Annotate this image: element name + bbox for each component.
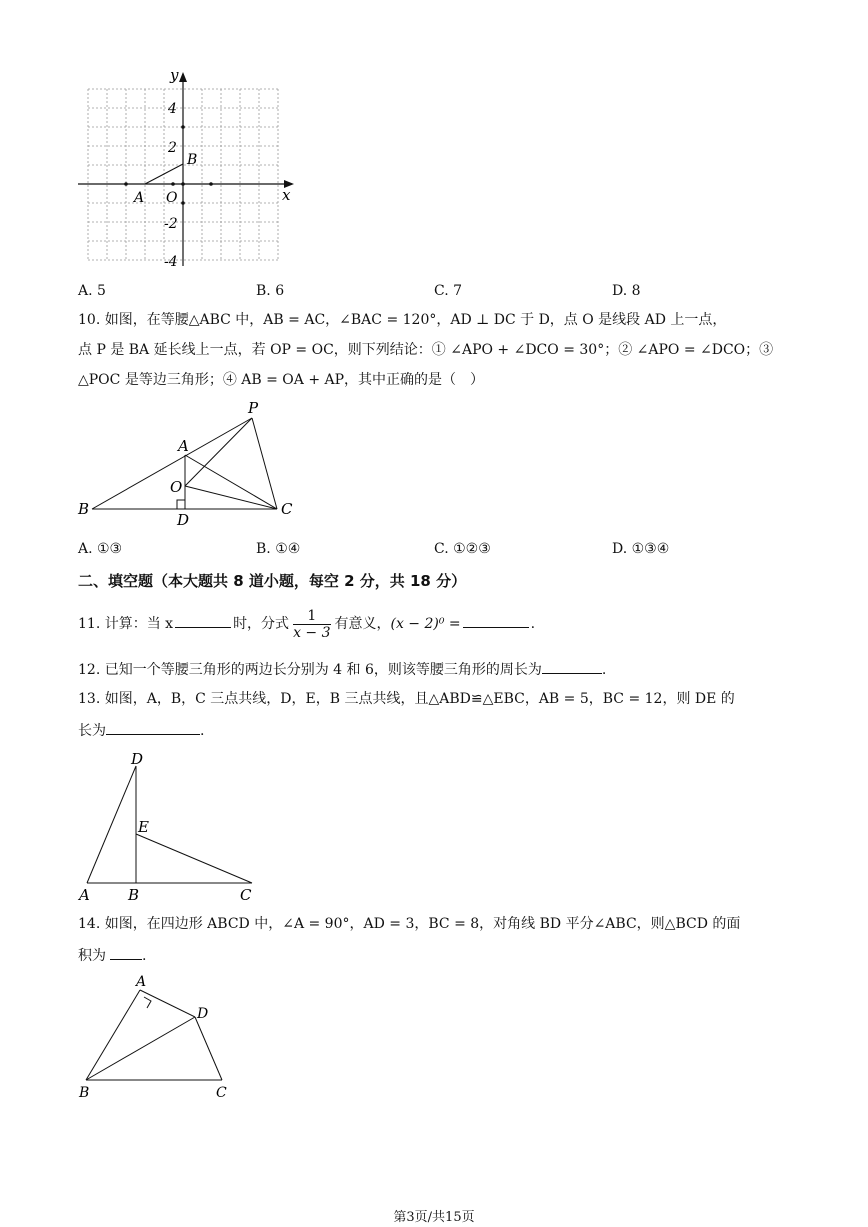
q13-end: . — [200, 723, 205, 739]
q14-line-2-text: 积为 — [78, 948, 106, 964]
q12-blank — [542, 659, 602, 674]
q14-quadrilateral-figure — [72, 970, 242, 1102]
q13-label-c: C — [240, 886, 252, 904]
section-2-heading: 二、填空题（本大题共 8 道小题，每空 2 分，共 18 分） — [78, 572, 467, 590]
q12-text: 12. 已知一个等腰三角形的两边长分别为 4 和 6，则该等腰三角形的周长为 — [78, 662, 542, 678]
q11-mid: 时，分式 — [233, 616, 290, 632]
q10-option-c: C. ①②③ — [434, 541, 491, 557]
q13-label-e: E — [138, 818, 149, 836]
q13-triangle-figure — [72, 746, 272, 904]
q14-blank — [110, 945, 142, 960]
q14-label-b: B — [79, 1085, 90, 1101]
q11-blank-2 — [463, 613, 529, 628]
q10-label-p: P — [248, 399, 259, 417]
q11-end: . — [530, 616, 536, 632]
q9-option-d: D. 8 — [612, 283, 641, 299]
q11-prefix: 11. 计算：当 x — [78, 616, 174, 632]
q10-label-b: B — [78, 500, 90, 518]
q10-label-a: A — [178, 437, 189, 455]
x-axis-label: x — [282, 186, 291, 204]
q13-label-a: A — [79, 886, 90, 904]
tick-2: 2 — [168, 140, 177, 156]
q10-line-1: 10. 如图，在等腰△ABC 中，AB = AC，∠BAC = 120°，AD ⊥ DC 于 D，点 O 是线段 AD 上一点， — [78, 312, 727, 328]
q13-label-b: B — [128, 886, 140, 904]
q10-label-c: C — [281, 500, 293, 518]
coordinate-grid-figure — [70, 66, 310, 272]
q10-triangle-figure — [72, 398, 302, 530]
q14-label-a: A — [136, 974, 147, 990]
point-a-label: A — [134, 190, 145, 206]
q11-expression: (x − 2)⁰ = — [390, 616, 461, 632]
q13-label-d: D — [131, 750, 144, 768]
point-o-label: O — [166, 190, 178, 206]
q10-label-o: O — [170, 478, 183, 496]
q9-option-c: C. 7 — [434, 283, 463, 299]
q12-end: . — [601, 662, 607, 678]
q10-line-2: 点 P 是 BA 延长线上一点，若 OP = OC，则下列结论：① ∠APO + ∠DCO = 30°；② ∠APO = ∠DCO；③ — [78, 342, 774, 358]
q9-option-a: A. 5 — [78, 283, 106, 299]
q13-blank — [106, 720, 200, 735]
q10-option-a: A. ①③ — [78, 541, 123, 557]
tick-neg-4: -4 — [164, 254, 178, 270]
q9-option-b: B. 6 — [256, 283, 285, 299]
y-axis-label: y — [170, 66, 179, 84]
page-footer: 第3页/共15页 — [393, 1210, 475, 1225]
q10-option-d: D. ①③④ — [612, 541, 670, 557]
tick-neg-2: -2 — [164, 216, 178, 232]
point-b-label: B — [187, 152, 198, 168]
q11-blank-1 — [175, 613, 231, 628]
q10-label-d: D — [177, 511, 190, 529]
q11-fraction-numerator: 1 — [293, 608, 330, 625]
q14-label-d: D — [197, 1006, 209, 1022]
q10-line-3: △POC 是等边三角形；④ AB = OA + AP，其中正确的是（ ） — [78, 372, 485, 388]
q14-line-1: 14. 如图，在四边形 ABCD 中，∠A = 90°，AD = 3，BC = 8，对角线 BD 平分∠ABC，则△BCD 的面 — [78, 916, 741, 932]
q10-option-b: B. ①④ — [256, 541, 301, 557]
q13-line-2 — [78, 720, 204, 741]
q11-after-fraction: 有意义， — [334, 616, 391, 632]
q11-fraction-denominator: x − 3 — [293, 624, 331, 641]
q14-line-2 — [78, 945, 146, 966]
q14-label-c: C — [216, 1085, 227, 1101]
q13-line-2-text: 长为 — [78, 723, 106, 739]
tick-4: 4 — [168, 101, 177, 117]
q12-line — [78, 659, 606, 680]
q11-line — [78, 604, 535, 644]
q11-fraction — [293, 608, 330, 641]
q14-end: . — [142, 948, 147, 964]
q13-line-1: 13. 如图，A，B，C 三点共线，D，E，B 三点共线，且△ABD≌△EBC，AB = 5，BC = 12，则 DE 的 — [78, 691, 735, 707]
